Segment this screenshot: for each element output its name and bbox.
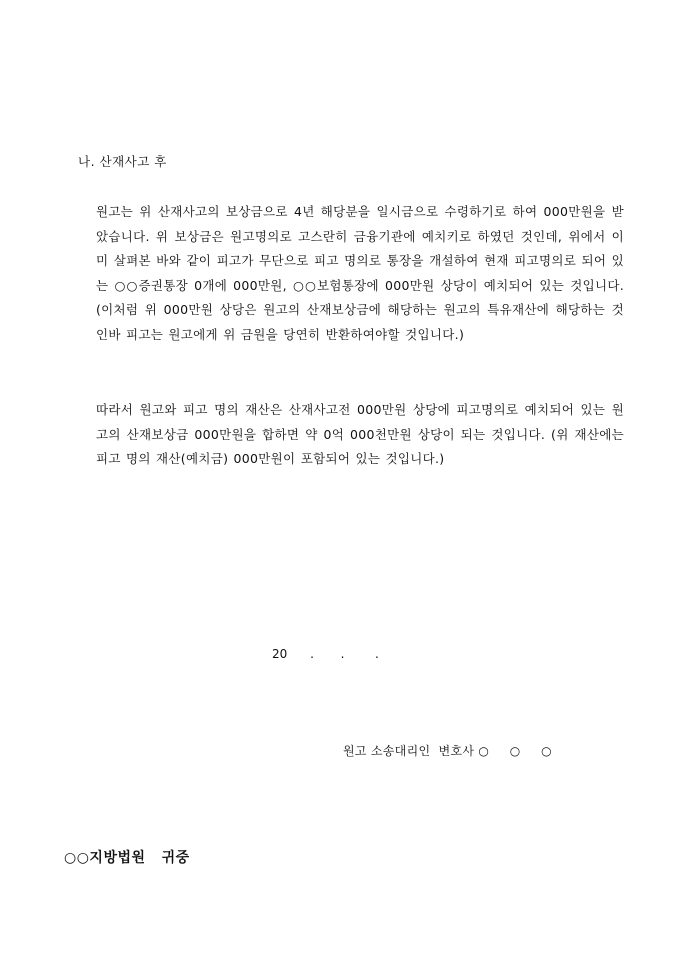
date-line: 20 . . . xyxy=(272,647,379,661)
body-paragraph-2: 따라서 원고와 피고 명의 재산은 산재사고전 000만원 상당에 피고명의로 예치되어 있는 원고의 산재보상금 000만원을 합하면 약 0억 000천만원 상당이 되는 것입니다. (위 재산에는 피고 명의 재산(예치금) 000만원이 포함되어 있는 것입니다.) xyxy=(96,402,624,466)
court-addressee: ○○지방법원 귀중 xyxy=(64,850,190,866)
signature-line: 원고 소송대리인 변호사 ○ ○ ○ xyxy=(343,744,552,758)
section-heading: 나. 산재사고 후 xyxy=(78,154,167,169)
body-paragraph-1: 원고는 위 산재사고의 보상금으로 4년 해당분을 일시금으로 수령하기로 하여 000만원을 받았습니다. 위 보상금은 원고명의로 고스란히 금융기관에 예치키로 하였던 것인데, 위에서 이미 살펴본 바와 같이 피고가 무단으로 피고 명의로 통장을 개설하여 현재 피고명의로 되어 있는 ○○증권통장 0개에 000만원, ○○보험통장에 000만원 상당이 예치되어 있는 것입니다. (이처럼 위 000만원 상당은 원고의 산재보상금에 해당하는 원고의 특유재산에 해당하는 것인바 피고는 원고에게 위 금원을 당연히 반환하여야할 것입니다.) xyxy=(96,204,624,342)
